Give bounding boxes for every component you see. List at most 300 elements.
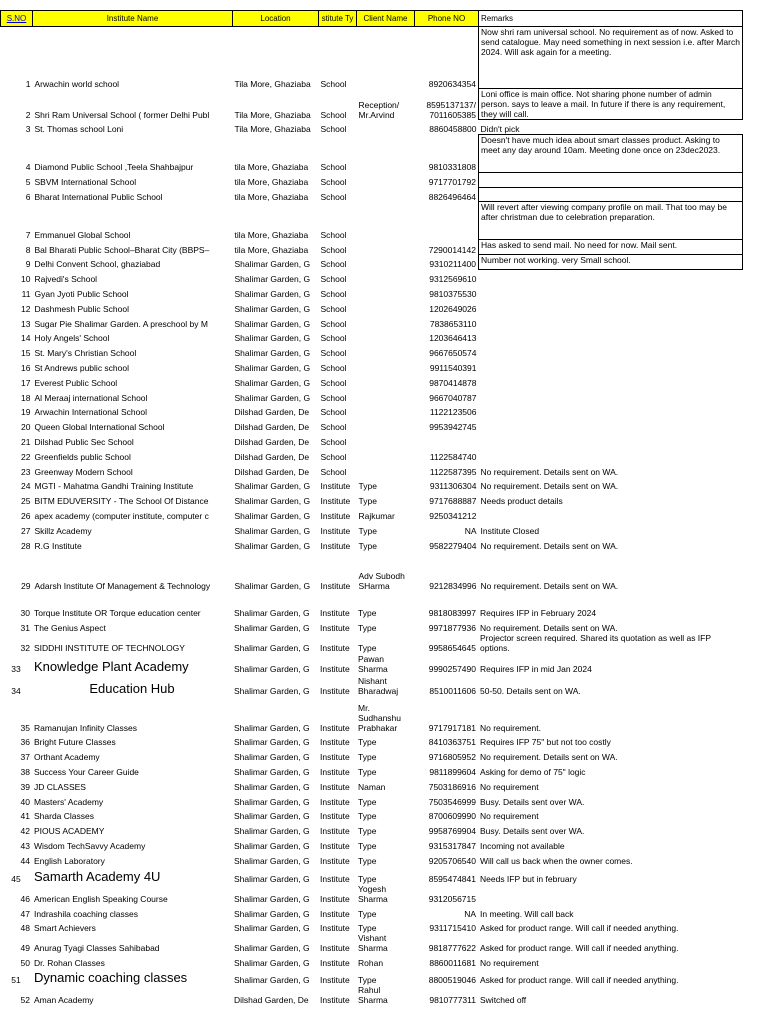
client-name-cell[interactable] <box>357 134 415 172</box>
remarks-cell[interactable] <box>479 269 743 284</box>
phone-cell[interactable]: NA <box>464 908 476 919</box>
client-name-cell[interactable]: Type <box>358 737 377 748</box>
location-cell[interactable]: Shalimar Garden, G <box>234 855 310 866</box>
phone-cell[interactable]: 8826496464 <box>428 191 476 202</box>
institute-type-cell[interactable]: School <box>320 422 347 433</box>
remarks-cell[interactable]: Needs product details <box>480 496 563 507</box>
remarks-cell[interactable] <box>479 373 743 388</box>
location-cell[interactable]: Dilshad Garden, De <box>234 995 309 1006</box>
phone-cell[interactable]: 9582279404 <box>429 540 477 551</box>
location-cell[interactable]: Shalimar Garden, G <box>234 737 310 748</box>
institute-type-cell[interactable]: Institute <box>320 855 350 866</box>
sno-cell[interactable]: 50 <box>20 958 30 969</box>
column-header-remarks[interactable]: Remarks <box>479 11 743 27</box>
phone-cell[interactable]: 9716805952 <box>428 752 476 763</box>
sno-cell[interactable]: 49 <box>20 943 30 954</box>
client-name-cell[interactable]: Type <box>358 855 377 866</box>
phone-cell[interactable]: 7503546999 <box>428 796 476 807</box>
institute-type-cell[interactable]: School <box>320 466 347 477</box>
institute-type-cell[interactable]: School <box>320 348 347 359</box>
location-cell[interactable]: Shalimar Garden, G <box>234 766 310 777</box>
remarks-cell[interactable] <box>479 447 743 462</box>
client-name-cell[interactable] <box>357 388 415 403</box>
remarks-cell[interactable] <box>479 506 743 521</box>
remarks-cell[interactable] <box>479 388 743 403</box>
client-name-cell[interactable]: Rajkumar <box>358 511 395 522</box>
remarks-cell[interactable]: No requirement. <box>480 722 541 733</box>
institute-type-cell[interactable]: School <box>320 177 347 188</box>
location-cell[interactable]: Shalimar Garden, G <box>234 525 311 536</box>
remarks-cell[interactable]: No requirement. Details sent on WA. <box>480 540 619 551</box>
phone-cell[interactable]: 9311306304 <box>429 481 477 492</box>
institute-name-cell[interactable]: apex academy (computer institute, computer c <box>34 511 209 522</box>
column-header-location[interactable]: Location <box>233 11 319 27</box>
client-name-cell[interactable]: Rohan <box>358 958 384 969</box>
phone-cell[interactable]: 7838653110 <box>429 318 477 329</box>
institute-type-cell[interactable]: Institute <box>320 796 350 807</box>
phone-cell[interactable]: 9311715410 <box>429 923 476 934</box>
institute-name-cell[interactable]: Everest Public School <box>34 377 118 388</box>
institute-name-cell[interactable]: Emmanuel Global School <box>34 229 131 240</box>
sno-cell[interactable]: 22 <box>21 451 31 462</box>
client-name-cell[interactable]: Type <box>358 642 377 653</box>
institute-name-cell[interactable]: R.G Institute <box>34 540 82 551</box>
sno-cell[interactable]: 43 <box>20 840 30 851</box>
location-cell[interactable]: Shalimar Garden, G <box>234 663 310 674</box>
remarks-cell[interactable]: Asking for demo of 75" logic <box>480 766 586 777</box>
client-name-cell[interactable] <box>357 343 415 358</box>
institute-name-cell[interactable]: JD CLASSES <box>34 781 86 792</box>
institute-name-cell[interactable]: Queen Global International School <box>34 422 165 433</box>
location-cell[interactable]: Shalimar Garden, G <box>234 333 311 344</box>
institute-name-cell[interactable]: Arwachin world school <box>34 78 120 89</box>
phone-cell[interactable]: 8410363751 <box>428 737 476 748</box>
sno-cell[interactable]: 45 <box>11 873 21 884</box>
institute-type-cell[interactable]: Institute <box>320 622 350 633</box>
location-cell[interactable]: Shalimar Garden, G <box>234 259 311 270</box>
institute-name-cell[interactable]: Masters' Academy <box>34 796 104 807</box>
sno-cell[interactable]: 29 <box>21 580 31 591</box>
phone-cell[interactable]: 9818083997 <box>428 607 476 618</box>
location-cell[interactable]: Tila More, Ghaziaba <box>234 109 311 120</box>
phone-cell[interactable]: 9717917181 <box>428 722 476 733</box>
location-cell[interactable]: Shalimar Garden, G <box>234 893 310 904</box>
client-name-cell[interactable] <box>357 462 415 477</box>
client-name-cell[interactable] <box>357 172 415 187</box>
location-cell[interactable]: Shalimar Garden, G <box>234 642 310 653</box>
sno-cell[interactable]: 17 <box>21 377 31 388</box>
phone-cell[interactable]: 9810375530 <box>429 289 477 300</box>
remarks-cell[interactable]: Has asked to send mail. No need for now. Mail sent. <box>479 240 743 255</box>
column-header-client-name[interactable]: Client Name <box>357 11 415 27</box>
institute-type-cell[interactable]: Institute <box>320 781 350 792</box>
remarks-cell[interactable]: Asked for product range. Will call if needed anything. <box>480 943 679 954</box>
location-cell[interactable]: Shalimar Garden, G <box>234 826 310 837</box>
sno-cell[interactable]: 13 <box>21 318 31 329</box>
institute-name-cell[interactable]: Gyan Jyoti Public School <box>34 289 129 300</box>
client-name-cell[interactable]: Type <box>358 766 377 777</box>
institute-name-cell[interactable]: Education Hub <box>89 680 175 696</box>
remarks-cell[interactable]: Busy. Details sent over WA. <box>480 826 585 837</box>
client-name-cell[interactable]: Pawan Sharma <box>358 653 388 674</box>
institute-name-cell[interactable]: Al Meraaj international School <box>34 392 148 403</box>
phone-cell[interactable]: 9667040787 <box>429 392 477 403</box>
location-cell[interactable]: Shalimar Garden, G <box>234 943 310 954</box>
institute-type-cell[interactable]: Institute <box>320 995 350 1006</box>
phone-cell[interactable]: 9667650574 <box>429 348 477 359</box>
institute-type-cell[interactable]: School <box>320 289 347 300</box>
client-name-cell[interactable]: Type <box>358 481 377 492</box>
remarks-cell[interactable] <box>479 432 743 447</box>
phone-cell[interactable]: 9953942745 <box>429 422 477 433</box>
remarks-cell[interactable] <box>479 329 743 344</box>
client-name-cell[interactable]: Type <box>358 811 377 822</box>
remarks-cell[interactable] <box>478 884 742 904</box>
phone-cell[interactable]: 9810331808 <box>428 162 476 173</box>
phone-cell[interactable]: 7290014142 <box>428 244 476 255</box>
remarks-cell[interactable]: No requirement. Details sent on WA. <box>480 580 619 591</box>
sno-cell[interactable]: 51 <box>11 975 21 986</box>
institute-name-cell[interactable]: Dynamic coaching classes <box>34 970 188 986</box>
location-cell[interactable]: Shalimar Garden, G <box>234 580 311 591</box>
institute-type-cell[interactable]: School <box>320 229 347 240</box>
phone-cell[interactable]: 1202649026 <box>429 303 477 314</box>
phone-cell[interactable]: 8920634354 <box>428 78 476 89</box>
column-header-institute-type[interactable]: stitute Ty <box>319 11 357 27</box>
institute-type-cell[interactable]: Institute <box>320 908 350 919</box>
phone-cell[interactable]: NA <box>464 525 477 536</box>
client-name-cell[interactable]: Type <box>358 622 377 633</box>
institute-type-cell[interactable]: Institute <box>320 826 350 837</box>
institute-name-cell[interactable]: St. Mary's Christian School <box>34 348 137 359</box>
client-name-cell[interactable] <box>357 373 415 388</box>
remarks-cell[interactable] <box>479 358 743 373</box>
institute-type-cell[interactable]: Institute <box>320 811 350 822</box>
client-name-cell[interactable]: Type <box>358 540 377 551</box>
institute-type-cell[interactable]: School <box>320 451 347 462</box>
institute-name-cell[interactable]: Shri Ram Universal School ( former Delhi Publ <box>34 109 210 120</box>
client-name-cell[interactable] <box>357 187 415 202</box>
client-name-cell[interactable]: Mr. Sudhanshu Prabhakar <box>358 702 402 733</box>
client-name-cell[interactable] <box>357 358 415 373</box>
institute-name-cell[interactable]: Dr. Rohan Classes <box>34 958 105 969</box>
remarks-cell[interactable] <box>479 172 743 187</box>
location-cell[interactable]: Shalimar Garden, G <box>234 796 310 807</box>
remarks-cell[interactable]: No requirement. Details sent on WA. <box>480 622 618 633</box>
sno-cell[interactable]: 20 <box>21 422 31 433</box>
phone-cell[interactable]: 9717688887 <box>429 496 477 507</box>
phone-cell[interactable]: 1122584740 <box>429 451 477 462</box>
institute-name-cell[interactable]: BITM EDUVERSITY - The School Of Distance <box>34 496 209 507</box>
location-cell[interactable]: Dilshad Garden, De <box>234 422 310 433</box>
institute-name-cell[interactable]: Adarsh Institute Of Management & Technology <box>34 580 211 591</box>
location-cell[interactable]: tila More, Ghaziaba <box>234 177 309 188</box>
location-cell[interactable]: Shalimar Garden, G <box>234 975 310 986</box>
client-name-cell[interactable] <box>357 432 415 447</box>
institute-type-cell[interactable]: Institute <box>320 525 351 536</box>
institute-name-cell[interactable]: Ramanujan Infinity Classes <box>34 722 137 733</box>
remarks-cell[interactable]: Will call us back when the owner comes. <box>480 855 633 866</box>
remarks-cell[interactable]: No requirement <box>480 781 539 792</box>
column-header-sno[interactable]: S.NO <box>1 11 33 27</box>
client-name-cell[interactable] <box>357 120 415 135</box>
sno-cell[interactable]: 2 <box>25 109 31 120</box>
institute-type-cell[interactable]: Institute <box>320 893 350 904</box>
institute-name-cell[interactable]: Bharat International Public School <box>34 191 163 202</box>
location-cell[interactable]: Shalimar Garden, G <box>234 607 310 618</box>
remarks-cell[interactable]: No requirement. Details sent on WA. <box>480 466 619 477</box>
institute-name-cell[interactable]: Indrashila coaching classes <box>34 908 138 919</box>
client-name-cell[interactable]: Naman <box>358 781 386 792</box>
remarks-cell[interactable] <box>479 403 743 418</box>
client-name-cell[interactable] <box>357 202 415 240</box>
client-name-cell[interactable] <box>357 314 415 329</box>
institute-type-cell[interactable]: School <box>320 259 347 270</box>
client-name-cell[interactable]: Rahul Sharma <box>358 985 388 1006</box>
sno-cell[interactable]: 30 <box>20 607 30 618</box>
institute-name-cell[interactable]: Smart Achievers <box>34 923 96 934</box>
remarks-cell[interactable]: Asked for product range. Will call if needed anything. <box>480 923 679 934</box>
institute-type-cell[interactable]: School <box>320 318 347 329</box>
client-name-cell[interactable]: Type <box>358 826 377 837</box>
sno-cell[interactable]: 19 <box>21 407 31 418</box>
sno-cell[interactable]: 38 <box>20 766 30 777</box>
phone-cell[interactable]: 7503186916 <box>428 781 476 792</box>
institute-type-cell[interactable]: School <box>320 363 347 374</box>
institute-type-cell[interactable]: Institute <box>320 642 350 653</box>
remarks-cell[interactable]: 50-50. Details sent on WA. <box>480 685 581 696</box>
sno-cell[interactable]: 34 <box>11 685 21 696</box>
institute-name-cell[interactable]: St. Thomas school Loni <box>34 124 124 135</box>
client-name-cell[interactable]: Adv Subodh SHarma <box>358 570 405 591</box>
remarks-cell[interactable]: Switched off <box>480 995 527 1006</box>
institute-name-cell[interactable]: Bal Bharati Public School–Bharat City (BBPS– <box>34 244 210 255</box>
location-cell[interactable]: Dilshad Garden, De <box>234 407 310 418</box>
location-cell[interactable]: tila More, Ghaziaba <box>234 244 309 255</box>
client-name-cell[interactable]: Vishant Sharma <box>358 933 388 954</box>
sno-cell[interactable]: 40 <box>20 796 30 807</box>
location-cell[interactable]: Dilshad Garden, De <box>234 451 310 462</box>
institute-name-cell[interactable]: Success Your Career Guide <box>34 766 139 777</box>
phone-cell[interactable]: 9312056715 <box>428 893 476 904</box>
location-cell[interactable]: Shalimar Garden, G <box>234 481 311 492</box>
location-cell[interactable]: Shalimar Garden, G <box>234 781 310 792</box>
institute-type-cell[interactable]: Institute <box>320 580 351 591</box>
sno-cell[interactable]: 10 <box>21 274 31 285</box>
institute-name-cell[interactable]: Samarth Academy 4U <box>34 868 161 884</box>
client-name-cell[interactable] <box>357 403 415 418</box>
phone-cell[interactable]: 1203646413 <box>429 333 477 344</box>
institute-type-cell[interactable]: Institute <box>320 975 350 986</box>
institute-type-cell[interactable]: Institute <box>320 663 350 674</box>
sno-cell[interactable]: 47 <box>20 908 30 919</box>
institute-name-cell[interactable]: Greenfields public School <box>34 451 131 462</box>
client-name-cell[interactable] <box>357 269 415 284</box>
institute-type-cell[interactable]: School <box>320 109 347 120</box>
location-cell[interactable]: Shalimar Garden, G <box>234 289 311 300</box>
sno-cell[interactable]: 12 <box>21 303 31 314</box>
phone-cell[interactable]: 9811899604 <box>429 766 476 777</box>
sno-cell[interactable]: 35 <box>20 722 30 733</box>
client-name-cell[interactable] <box>357 329 415 344</box>
location-cell[interactable]: Shalimar Garden, G <box>234 363 311 374</box>
sno-cell[interactable]: 25 <box>21 496 31 507</box>
institute-type-cell[interactable]: School <box>320 303 347 314</box>
remarks-cell[interactable]: No requirement. Details sent on WA. <box>480 481 619 492</box>
phone-cell[interactable]: 9717701792 <box>428 177 476 188</box>
location-cell[interactable]: Shalimar Garden, G <box>234 622 310 633</box>
institute-type-cell[interactable]: Institute <box>320 496 351 507</box>
remarks-cell[interactable]: Will revert after viewing company profile on mail. That too may be after christman due to celebration preparation. <box>479 202 743 240</box>
institute-type-cell[interactable]: Institute <box>320 923 350 934</box>
remarks-cell[interactable]: No requirement <box>480 958 539 969</box>
institute-name-cell[interactable]: English Laboratory <box>34 855 105 866</box>
sno-cell[interactable]: 26 <box>21 511 31 522</box>
location-cell[interactable]: Shalimar Garden, G <box>234 840 310 851</box>
remarks-cell[interactable]: Incoming not available <box>480 840 565 851</box>
phone-cell[interactable]: 9870414878 <box>429 377 477 388</box>
phone-cell[interactable]: 9312569610 <box>429 274 477 285</box>
phone-cell[interactable]: 9810777311 <box>429 995 476 1006</box>
sno-cell[interactable]: 11 <box>21 289 31 300</box>
sno-cell[interactable]: 32 <box>20 642 30 653</box>
location-cell[interactable]: Shalimar Garden, G <box>234 908 310 919</box>
institute-type-cell[interactable]: School <box>320 244 347 255</box>
location-cell[interactable]: Shalimar Garden, G <box>234 540 311 551</box>
remarks-cell[interactable]: No requirement. Details sent on WA. <box>480 752 618 763</box>
institute-type-cell[interactable]: School <box>320 274 347 285</box>
phone-cell[interactable]: 1122123506 <box>429 407 477 418</box>
client-name-cell[interactable]: Type <box>358 752 377 763</box>
institute-type-cell[interactable]: School <box>320 333 347 344</box>
institute-type-cell[interactable]: School <box>320 78 347 89</box>
phone-cell[interactable]: 9310211400 <box>429 259 476 270</box>
phone-cell[interactable]: 1122587395 <box>429 466 477 477</box>
client-name-cell[interactable] <box>357 417 415 432</box>
phone-cell[interactable] <box>415 432 479 447</box>
phone-cell[interactable]: 9958769904 <box>428 826 476 837</box>
phone-cell[interactable]: 8860011681 <box>429 958 476 969</box>
client-name-cell[interactable] <box>357 284 415 299</box>
sno-cell[interactable]: 52 <box>20 995 30 1006</box>
sno-cell[interactable]: 23 <box>21 466 31 477</box>
location-cell[interactable]: Shalimar Garden, G <box>234 811 310 822</box>
institute-name-cell[interactable]: St Andrews public school <box>34 363 129 374</box>
institute-type-cell[interactable]: School <box>320 437 347 448</box>
client-name-cell[interactable]: Reception/ Mr.Arvind <box>358 99 400 120</box>
institute-name-cell[interactable]: Skillz Academy <box>34 525 92 536</box>
institute-type-cell[interactable]: Institute <box>320 752 350 763</box>
institute-name-cell[interactable]: Knowledge Plant Academy <box>34 658 189 674</box>
institute-name-cell[interactable]: Sugar Pie Shalimar Garden. A preschool by M <box>34 318 208 329</box>
location-cell[interactable]: Shalimar Garden, G <box>234 873 310 884</box>
phone-cell[interactable]: 8700609990 <box>428 811 476 822</box>
remarks-cell[interactable]: Number not working. very Small school. <box>479 255 743 270</box>
location-cell[interactable]: Shalimar Garden, G <box>234 496 311 507</box>
remarks-cell[interactable] <box>479 343 743 358</box>
institute-name-cell[interactable]: Sharda Classes <box>34 811 95 822</box>
institute-name-cell[interactable]: American English Speaking Course <box>34 893 168 904</box>
client-name-cell[interactable]: Type <box>358 496 377 507</box>
sno-cell[interactable]: 18 <box>21 392 31 403</box>
sno-cell[interactable]: 6 <box>25 191 31 202</box>
phone-cell[interactable]: 9315317847 <box>428 840 476 851</box>
sno-cell[interactable]: 37 <box>20 752 30 763</box>
client-name-cell[interactable]: Type <box>358 923 377 934</box>
client-name-cell[interactable]: Nishant Bharadwaj <box>358 675 399 696</box>
sno-cell[interactable]: 31 <box>20 622 30 633</box>
institute-type-cell[interactable]: Institute <box>320 840 350 851</box>
sno-cell[interactable]: 24 <box>21 481 31 492</box>
institute-name-cell[interactable]: The Genius Aspect <box>34 622 106 633</box>
phone-cell[interactable]: 9971877936 <box>428 622 476 633</box>
phone-cell[interactable]: 9990257490 <box>428 663 476 674</box>
remarks-cell[interactable]: Busy. Details sent over WA. <box>480 796 585 807</box>
remarks-cell[interactable]: Doesn't have much idea about smart classes product. Asking to meet any day around 10am. Meeting done once on 23dec2023. <box>479 134 743 172</box>
institute-type-cell[interactable]: Institute <box>320 873 350 884</box>
institute-name-cell[interactable]: Orthant Academy <box>34 752 100 763</box>
remarks-cell[interactable]: Asked for product range. Will call if needed anything. <box>480 975 679 986</box>
institute-name-cell[interactable]: Dashmesh Public School <box>34 303 129 314</box>
institute-name-cell[interactable]: Diamond Public School ,Teela Shahbajpur <box>34 162 194 173</box>
sno-cell[interactable]: 41 <box>20 811 30 822</box>
institute-type-cell[interactable]: Institute <box>320 722 350 733</box>
institute-name-cell[interactable]: SIDDHI INSTITUTE OF TECHNOLOGY <box>34 642 185 653</box>
remarks-cell[interactable]: No requirement <box>480 811 539 822</box>
institute-name-cell[interactable]: Rajvedi's School <box>34 274 98 285</box>
institute-name-cell[interactable]: Anurag Tyagi Classes Sahibabad <box>34 943 160 954</box>
client-name-cell[interactable]: Yogesh Sharma <box>358 883 388 904</box>
phone-cell[interactable]: 9212834996 <box>429 580 477 591</box>
phone-cell[interactable]: 8510011606 <box>429 685 476 696</box>
institute-type-cell[interactable]: School <box>320 124 347 135</box>
remarks-cell[interactable] <box>479 284 743 299</box>
client-name-cell[interactable]: Type <box>358 873 377 884</box>
sno-cell[interactable]: 33 <box>11 663 21 674</box>
location-cell[interactable]: Shalimar Garden, G <box>234 722 310 733</box>
institute-type-cell[interactable]: School <box>320 191 347 202</box>
institute-name-cell[interactable]: Aman Academy <box>34 995 94 1006</box>
sno-cell[interactable]: 5 <box>25 177 31 188</box>
sno-cell[interactable]: 44 <box>20 855 30 866</box>
remarks-cell[interactable]: Requires IFP 75" but not too costly <box>480 737 611 748</box>
institute-type-cell[interactable]: School <box>320 407 347 418</box>
sno-cell[interactable]: 46 <box>20 893 30 904</box>
sno-cell[interactable]: 48 <box>20 923 30 934</box>
phone-cell[interactable] <box>415 202 479 240</box>
sno-cell[interactable]: 42 <box>20 826 30 837</box>
location-cell[interactable]: Tila More, Ghaziaba <box>234 78 311 89</box>
location-cell[interactable]: Shalimar Garden, G <box>234 958 310 969</box>
location-cell[interactable]: Shalimar Garden, G <box>234 377 311 388</box>
location-cell[interactable]: tila More, Ghaziaba <box>234 191 309 202</box>
client-name-cell[interactable] <box>357 299 415 314</box>
phone-cell[interactable]: 8595474841 <box>428 873 476 884</box>
client-name-cell[interactable] <box>357 447 415 462</box>
location-cell[interactable]: Shalimar Garden, G <box>234 303 311 314</box>
client-name-cell[interactable]: Type <box>358 525 377 536</box>
client-name-cell[interactable] <box>357 255 415 270</box>
location-cell[interactable]: Tila More, Ghaziaba <box>234 124 311 135</box>
location-cell[interactable]: tila More, Ghaziaba <box>234 162 309 173</box>
remarks-cell[interactable]: Now shri ram universal school. No requirement as of now. Asked to send catalogue. May need something in next session i.e. after March 2024. Will ask again for a meeting. <box>479 27 743 89</box>
location-cell[interactable]: Shalimar Garden, G <box>234 923 310 934</box>
institute-type-cell[interactable]: Institute <box>320 737 350 748</box>
client-name-cell[interactable]: Type <box>358 607 377 618</box>
institute-name-cell[interactable]: Holy Angels' School <box>34 333 110 344</box>
remarks-cell[interactable] <box>479 299 743 314</box>
sno-cell[interactable]: 21 <box>21 437 31 448</box>
